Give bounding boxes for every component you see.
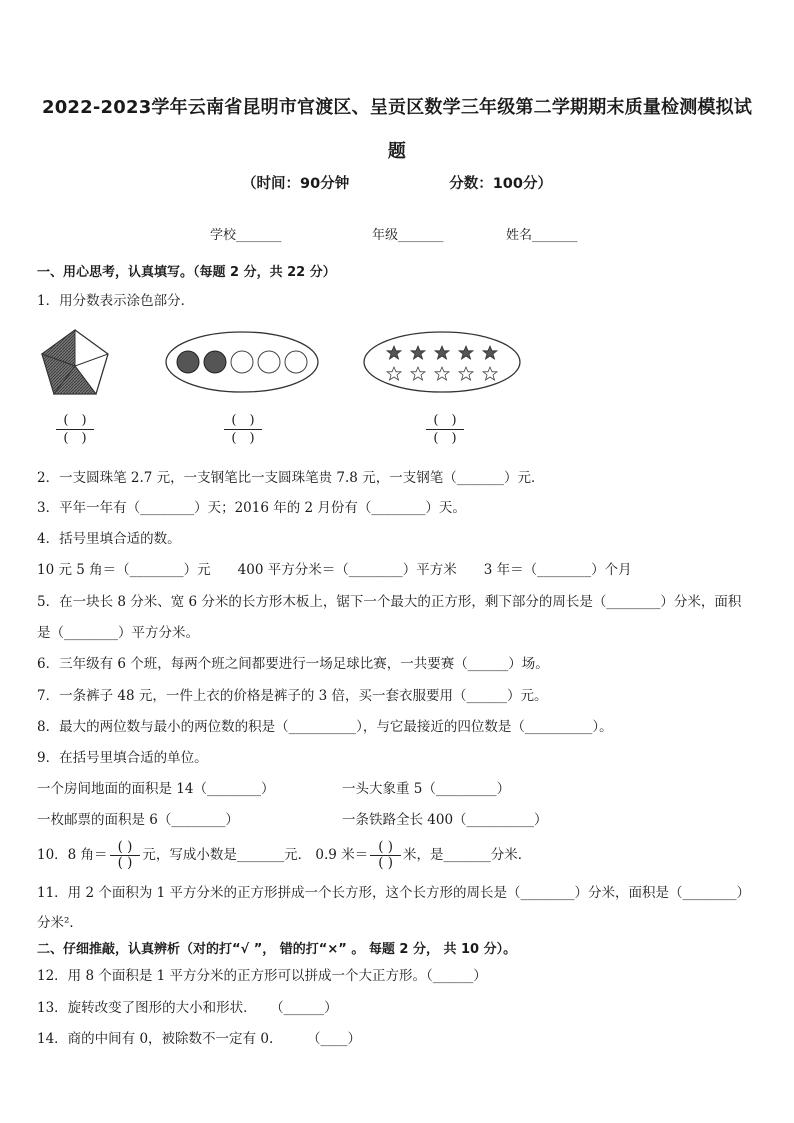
empty-circle bbox=[285, 351, 307, 373]
score-label: 分数：100分） bbox=[449, 176, 552, 192]
title-line-1: 2022-2023学年云南省昆明市官渡区、呈贡区数学三年级第二学期期末质量检测模拟试 bbox=[41, 97, 753, 118]
fraction-answer-3[interactable]: ( ) ( ) bbox=[420, 412, 470, 447]
shaded-circle bbox=[204, 351, 226, 373]
question-5: 5．在一块长 8 分米、宽 6 分米的长方形木板上，锯下一个最大的正方形，剩下部分的周长是（________）分米，面积 bbox=[37, 594, 742, 610]
shaded-pentagon-figure bbox=[38, 326, 112, 398]
empty-circle bbox=[231, 351, 253, 373]
question-2: 2．一支圆珠笔 2.7 元，一支钢笔比一支圆珠笔贵 7.8 元，一支钢笔（_______）元． bbox=[37, 470, 545, 486]
fraction-answer-1[interactable]: ( ) ( ) bbox=[50, 412, 100, 447]
fraction-answer-2[interactable]: ( ) ( ) bbox=[218, 412, 268, 447]
exam-meta bbox=[0, 172, 794, 193]
section-1-heading: 一、用心思考，认真填写。（每题 2 分，共 22 分） bbox=[37, 265, 336, 280]
question-9d: 一条铁路全长 400（__________） bbox=[342, 812, 548, 828]
grade-field[interactable]: 年级_______ bbox=[372, 228, 444, 243]
question-5-cont: 是（________）平方分米。 bbox=[37, 625, 199, 641]
school-field[interactable]: 学校_______ bbox=[210, 228, 282, 243]
time-label: （时间：90分钟 bbox=[242, 176, 350, 192]
question-8: 8．最大的两位数与最小的两位数的积是（__________），与它最接近的四位数是（__________）。 bbox=[37, 719, 613, 735]
question-3: 3．平年一年有（________）天；2016 年的 2 月份有（________）天。 bbox=[37, 500, 466, 516]
title-line-2: 题 bbox=[387, 141, 407, 162]
question-9b: 一头大象重 5（_________） bbox=[342, 781, 511, 797]
question-9a: 一个房间地面的面积是 14（________） bbox=[37, 781, 275, 797]
question-9: 9．在括号里填合适的单位。 bbox=[37, 750, 208, 766]
empty-circle bbox=[258, 351, 280, 373]
question-7: 7．一条裤子 48 元，一件上衣的价格是裤子的 3 倍，买一套衣服要用（______）元。 bbox=[37, 688, 548, 704]
question-14: 14．商的中间有 0，被除数不一定有 0. （____） bbox=[37, 1031, 361, 1047]
question-4: 4．括号里填合适的数。 bbox=[37, 531, 181, 547]
fraction-blank[interactable]: $\frac{( )}{( )}$ bbox=[370, 840, 401, 871]
question-13: 13．旋转改变了图形的大小和形状． （______） bbox=[37, 1000, 338, 1016]
question-11: 11．用 2 个面积为 1 平方分米的正方形拼成一个长方形，这个长方形的周长是（________）分米，面积是（________） bbox=[37, 885, 751, 901]
shaded-circle bbox=[177, 351, 199, 373]
question-12: 12．用 8 个面积是 1 平方分米的正方形可以拼成一个大正方形。（______） bbox=[37, 968, 487, 984]
name-field[interactable]: 姓名_______ bbox=[506, 228, 578, 243]
question-6: 6．三年级有 6 个班，每两个班之间都要进行一场足球比赛，一共要赛（______）场。 bbox=[37, 656, 549, 672]
page-title bbox=[20, 86, 774, 174]
question-10: 10．8 角＝ $\frac{( )}{( )}$ 元，写成小数是_______元． 0.9 米＝ $\frac{( )}{( )}$ 米，是_______分米． bbox=[37, 839, 532, 871]
question-4-blanks: 10 元 5 角＝（________）元 400 平方分米＝（________）平方米 3 年＝（________）个月 bbox=[37, 562, 632, 578]
fraction-blank[interactable]: $\frac{( )}{( )}$ bbox=[110, 840, 141, 871]
section-2-heading: 二、仔细推敲，认真辨析（对的打“√ ”， 错的打“×” 。 每题 2 分， 共 10 分）。 bbox=[37, 942, 517, 957]
question-1: 1．用分数表示涂色部分． bbox=[37, 293, 195, 309]
question-9c: 一枚邮票的面积是 6（________） bbox=[37, 812, 239, 828]
circles-figure bbox=[164, 330, 320, 394]
stars-figure bbox=[362, 330, 522, 394]
question-11-cont: 分米²． bbox=[37, 915, 83, 931]
